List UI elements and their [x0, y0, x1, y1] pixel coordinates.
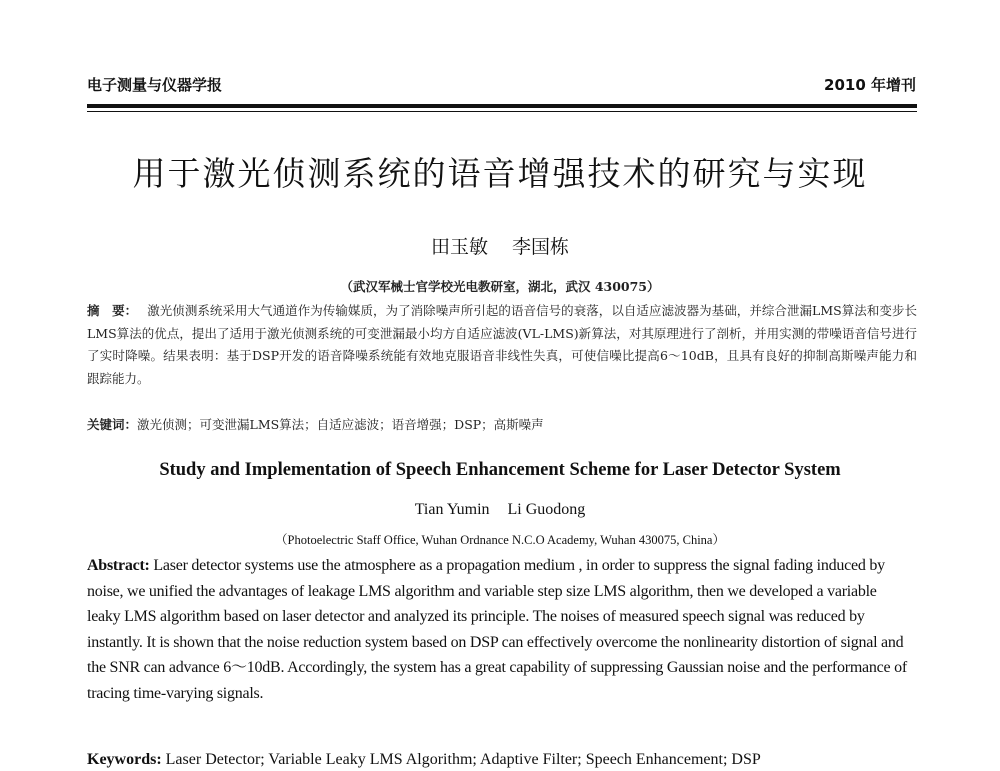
abstract-en-line: algorithm, then we developed a variable leaky LMS algorithm based on laser detector and analyzed its principle.: [87, 582, 877, 626]
journal-name: 电子测量与仪器学报: [87, 76, 223, 94]
abstract-en: [87, 553, 912, 707]
affiliation-en: （Photoelectric Staff Office, Wuhan Ordnance N.C.O Academy, Wuhan 430075, China）: [275, 533, 725, 547]
abstract-cn-line: 综合泄漏LMS算法和变步长LMS算法的优点，提出了适用于激光侦测系统的可变泄漏最小均方自适应滤波(VL-LMS)新算法，: [87, 303, 917, 341]
keywords-en-text: Laser Detector; Variable Leaky LMS Algorithm; Adaptive Filter; Speech Enhancement; DSP: [165, 751, 761, 768]
author-cn-2: 李国栋: [512, 236, 570, 258]
abstract-cn-label: 摘 要：: [87, 303, 138, 318]
issue-label: 2010 年增刊: [824, 76, 916, 94]
abstract-en-line: fading induced by noise, we unified the advantages of leakage LMS algorithm and variable step size LMS: [87, 557, 885, 600]
abstract-cn-line: 对其原理进行了剖析，并用实测的带噪语音信号进行了实时降噪。结果表明：基于DSP开发的语音降噪系统能有效地克服语: [87, 325, 917, 364]
abstract-cn: [87, 300, 917, 391]
keywords-en: [87, 749, 912, 771]
header-rule-thin: [87, 111, 917, 112]
abstract-en-line: Laser detector systems use the atmosphere as a propagation medium , in order to suppress the signal: [153, 557, 770, 574]
abstract-en-line: Accordingly, the system has a great capability of suppressing Gaussian noise and the performance of tracing: [87, 659, 907, 702]
authors-en: [0, 501, 1000, 519]
abstract-en-label: Abstract:: [87, 557, 150, 574]
author-en-2: Li Guodong: [507, 501, 586, 518]
abstract-en-line: The noises of measured speech signal was reduced by instantly. It is shown that the noise reduction system based: [87, 608, 865, 651]
author-cn-1: 田玉敏: [430, 236, 488, 258]
keywords-en-label: Keywords:: [87, 751, 162, 768]
abstract-cn-line: 音非线性失真，可使信噪比提高6～10dB，且具有良好的抑制高斯噪声能力和跟踪能力。: [87, 348, 917, 387]
header-rule-thick: [87, 104, 917, 108]
keywords-cn: [87, 414, 917, 436]
author-en-1: Tian Yumin: [414, 501, 490, 518]
abstract-en-line: on DSP can effectively overcome the nonlinearity distortion of signal and the SNR can advance 6～10dB.: [87, 633, 904, 677]
abstract-cn-line: 激光侦测系统采用大气通道作为传输媒质，为了消除噪声所引起的语音信号的衰落，以自适应滤波器为基础，并: [147, 303, 762, 318]
keywords-cn-label: 关键词：: [87, 417, 138, 432]
keywords-cn-text: 激光侦测；可变泄漏LMS算法；自适应滤波；语音增强；DSP；高斯噪声: [137, 417, 544, 432]
paper-title-en: Study and Implementation of Speech Enhancement Scheme for Laser Detector System: [159, 460, 841, 480]
abstract-en-line: time-varying signals.: [133, 684, 264, 702]
authors-cn: [0, 232, 1000, 259]
affiliation-cn: （武汉军械士官学校光电教研室，湖北，武汉 430075）: [340, 279, 660, 294]
paper-title-cn: 用于激光侦测系统的语音增强技术的研究与实现: [132, 154, 868, 193]
